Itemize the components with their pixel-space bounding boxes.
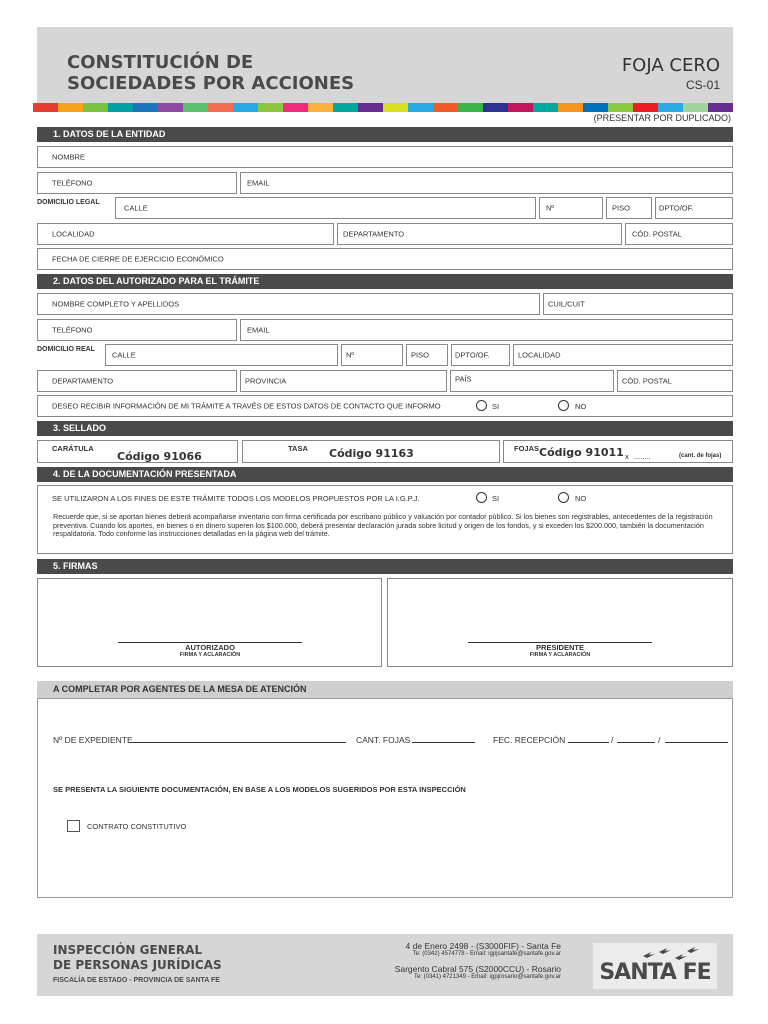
presidente-label: PRESIDENTE [536, 643, 584, 652]
field-label: PISO [411, 350, 429, 360]
field-label: NOMBRE [52, 152, 85, 162]
stripe-segment [83, 103, 108, 112]
stripe-segment [433, 103, 458, 112]
form-title-line1: CONSTITUCIÓN DE [67, 52, 254, 73]
field-label: PISO [612, 203, 630, 213]
fecha-mes-input[interactable] [617, 735, 655, 743]
contacto-preferencia-row [37, 395, 733, 417]
field-label: TELÉFONO [52, 325, 93, 335]
stripe-segment [133, 103, 158, 112]
autorizado-piso-field[interactable] [406, 344, 448, 366]
field-label: CÓD. POSTAL [632, 229, 682, 239]
autorizado-provincia-field[interactable] [240, 370, 447, 392]
stripe-segment [583, 103, 608, 112]
stripe-segment [608, 103, 633, 112]
si-label: SI [492, 494, 500, 503]
field-label: CALLE [124, 203, 148, 213]
santafe-address: 4 de Enero 2498 - (S3000FIF) - Santa Fe [405, 941, 561, 951]
stripe-segment [633, 103, 658, 112]
modelos-no-radio[interactable] [558, 492, 569, 503]
entidad-numero-field[interactable] [539, 197, 603, 219]
rosario-address: Sargento Cabral 575 (S2000CCU) - Rosario [394, 964, 561, 974]
footer-title-line1: INSPECCIÓN GENERAL [53, 943, 203, 957]
stripe-segment [233, 103, 258, 112]
stripe-segment [533, 103, 558, 112]
form-code: CS-01 [685, 78, 720, 92]
contrato-checkbox[interactable] [67, 820, 80, 832]
fecha-anio-input[interactable] [665, 735, 728, 743]
stripe-segment [308, 103, 333, 112]
entidad-localidad-field[interactable] [37, 223, 334, 245]
documentacion-label: SE PRESENTA LA SIGUIENTE DOCUMENTACIÓN, EN BASE A LOS MODELOS SUGERIDOS POR ESTA INSPECCIÓN [53, 785, 466, 794]
expediente-label: Nº DE EXPEDIENTE [53, 735, 133, 745]
footer-title-line2: DE PERSONAS JURÍDICAS [53, 958, 222, 972]
fec-recepcion-label: FEC. RECEPCIÓN [493, 735, 566, 745]
contacto-si-radio[interactable] [476, 400, 487, 411]
autorizado-cod-postal-field[interactable] [617, 370, 733, 392]
color-stripe [33, 103, 733, 112]
expediente-input[interactable] [128, 735, 346, 743]
autorizado-email-field[interactable] [240, 319, 733, 341]
fojas-dots: ........ [634, 452, 651, 461]
autorizado-telefono-field[interactable] [37, 319, 237, 341]
field-label: PROVINCIA [245, 376, 287, 386]
entidad-email-field[interactable] [240, 172, 733, 194]
section-4-title: 4. DE LA DOCUMENTACIÓN PRESENTADA [37, 467, 733, 482]
stripe-segment [358, 103, 383, 112]
duplicado-note: (PRESENTAR POR DUPLICADO) [593, 113, 731, 123]
footer [37, 934, 733, 996]
cant-fojas-label: CANT. FOJAS [356, 735, 411, 745]
autorizado-dpto-field[interactable] [451, 344, 510, 366]
stripe-segment [508, 103, 533, 112]
field-label: FECHA DE CIERRE DE EJERCICIO ECONÓMICO [52, 254, 224, 264]
contacto-no-radio[interactable] [558, 400, 569, 411]
stripe-segment [183, 103, 208, 112]
caratula-code: Código 91066 [117, 450, 202, 463]
contrato-label: CONTRATO CONSTITUTIVO [87, 822, 187, 831]
si-label: SI [492, 402, 500, 411]
cant-fojas-label: (cant. de fojas) [679, 453, 722, 459]
tasa-code: Código 91163 [329, 447, 414, 460]
stripe-segment [33, 103, 58, 112]
footer-contact [395, 941, 561, 980]
autorizado-pais-field[interactable] [450, 370, 614, 392]
autorizado-localidad-field[interactable] [513, 344, 733, 366]
stripe-segment [333, 103, 358, 112]
entidad-piso-field[interactable] [606, 197, 652, 219]
stripe-segment [658, 103, 683, 112]
autorizado-departamento-field[interactable] [37, 370, 237, 392]
stripe-segment [258, 103, 283, 112]
stripe-segment [208, 103, 233, 112]
field-label: DESEO RECIBIR INFORMACIÓN DE MI TRÁMITE A TRAVÉS DE ESTOS DATOS DE CONTACTO QUE INFORMO [52, 401, 441, 411]
stripe-segment [408, 103, 433, 112]
autorizado-nombre-field[interactable] [37, 293, 540, 315]
no-label: NO [575, 494, 587, 503]
entidad-dpto-field[interactable] [655, 197, 733, 219]
firma-aclaracion-label: FIRMA Y ACLARACIÓN [179, 652, 241, 658]
field-label: NOMBRE COMPLETO Y APELLIDOS [52, 299, 180, 309]
no-label: NO [575, 402, 587, 411]
field-label: PAÍS [455, 374, 472, 384]
caratula-field[interactable] [37, 440, 238, 463]
documentacion-paragraph: Recuerde que, si se aportan bienes deberá acompañarse inventario con firma certificada por escribano público y valuación por contador público. Si los bienes son registrables, antecedentes de la registración preventiva. Cuando los aportes, en bienes o en dinero superen los $100.000, deberá presentar declaración jurada sobre licitud y origen de los fondos, y si exceden los $200.000, también la documentación respaldatoria. Todo conforme las instrucciones detalladas en la página web del trámite. [53, 512, 713, 539]
field-label: TELÉFONO [52, 178, 93, 188]
entidad-telefono-field[interactable] [37, 172, 237, 194]
date-separator: / [611, 735, 614, 745]
form-code-block [622, 55, 720, 92]
section-3-title: 3. SELLADO [37, 421, 733, 436]
fojas-field[interactable] [503, 440, 733, 463]
stripe-segment [58, 103, 83, 112]
stripe-segment [383, 103, 408, 112]
section-5-title: 5. FIRMAS [37, 559, 733, 574]
autorizado-cuil-field[interactable] [543, 293, 733, 315]
date-separator: / [658, 735, 661, 745]
fojas-label: FOJAS [514, 444, 540, 453]
field-label: DEPARTAMENTO [52, 376, 114, 386]
stripe-segment [683, 103, 708, 112]
field-label: DEPARTAMENTO [343, 229, 405, 239]
field-label: LOCALIDAD [518, 350, 561, 360]
stripe-segment [158, 103, 183, 112]
modelos-question: SE UTILIZARON A LOS FINES DE ESTE TRÁMITE TODOS LOS MODELOS PROPUESTOS POR LA I.G.P.J. [52, 494, 420, 503]
mesa-atencion-title: A COMPLETAR POR AGENTES DE LA MESA DE ATENCIÓN [37, 681, 733, 698]
form-title [67, 52, 467, 94]
field-label: EMAIL [247, 178, 270, 188]
autorizado-calle-field[interactable] [105, 344, 338, 366]
field-label: Nº [346, 350, 355, 360]
stripe-segment [558, 103, 583, 112]
field-label: LOCALIDAD [52, 229, 95, 239]
field-label: Nº [546, 203, 555, 213]
form-header [37, 27, 733, 103]
modelos-si-radio[interactable] [476, 492, 487, 503]
mesa-atencion-box [37, 698, 733, 898]
field-label: CÓD. POSTAL [622, 376, 672, 386]
autorizado-label: AUTORIZADO [185, 643, 235, 652]
fecha-cierre-field[interactable] [37, 248, 733, 270]
entidad-departamento-field[interactable] [337, 223, 622, 245]
x-label: x [625, 452, 629, 461]
santafe-contact: Te: (0342) 4574778 - Email: igpjsantafe@santafe.gov.ar [412, 951, 561, 957]
autorizado-signature-box[interactable] [37, 578, 382, 667]
autorizado-numero-field[interactable] [341, 344, 403, 366]
entidad-cod-postal-field[interactable] [625, 223, 733, 245]
field-label: DPTO/OF. [455, 350, 490, 360]
fecha-dia-input[interactable] [568, 735, 609, 743]
entidad-calle-field[interactable] [115, 197, 536, 219]
rosario-contact: Te: (0341) 4721349 - Email: igpjrosario@santafe.gov.ar [413, 974, 561, 980]
field-label: EMAIL [247, 325, 270, 335]
santa-fe-logo [593, 943, 717, 989]
presidente-signature-box[interactable] [387, 578, 733, 667]
logo-text: SANTA FE [599, 960, 711, 985]
entidad-nombre-field[interactable] [37, 146, 733, 168]
field-label: DPTO/OF. [659, 203, 694, 213]
stripe-segment [708, 103, 733, 112]
field-label: CALLE [112, 350, 136, 360]
stripe-segment [483, 103, 508, 112]
caratula-label: CARÁTULA [52, 444, 94, 453]
section-2-title: 2. DATOS DEL AUTORIZADO PARA EL TRÁMITE [37, 274, 733, 289]
stripe-segment [283, 103, 308, 112]
footer-title [53, 943, 222, 973]
domicilio-legal-label: DOMICILIO LEGAL [37, 199, 100, 206]
footer-subtitle: FISCALÍA DE ESTADO - PROVINCIA DE SANTA FE [53, 977, 220, 984]
field-label: CUIL/CUIT [548, 299, 585, 309]
section-1-title: 1. DATOS DE LA ENTIDAD [37, 127, 733, 142]
foja-label: FOJA CERO [621, 55, 720, 76]
cant-fojas-input[interactable] [412, 735, 475, 743]
form-title-line2: SOCIEDADES POR ACCIONES [67, 73, 355, 94]
fojas-code: Código 91011 [539, 446, 624, 459]
stripe-segment [108, 103, 133, 112]
tasa-label: TASA [288, 444, 308, 453]
tasa-field[interactable] [242, 440, 500, 463]
domicilio-real-label: DOMICILIO REAL [37, 346, 95, 353]
firma-aclaracion-label: FIRMA Y ACLARACIÓN [529, 652, 591, 658]
stripe-segment [458, 103, 483, 112]
